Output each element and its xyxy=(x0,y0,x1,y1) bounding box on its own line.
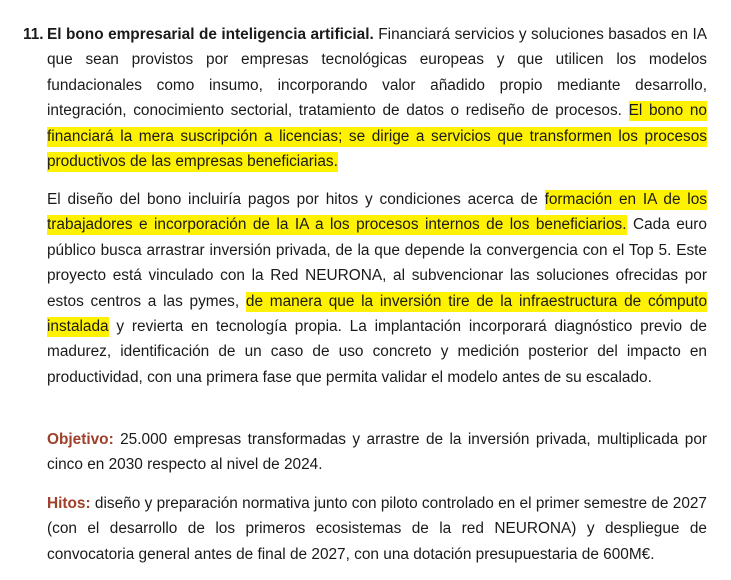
intro-highlighted-text: El bono no financiará la mera suscripción a licencias; se dirige a servicios que transformen los procesos productivos de las empresas beneficiarias. xyxy=(47,102,707,171)
objective-label: Objetivo: xyxy=(47,431,114,448)
milestones-label: Hitos: xyxy=(47,495,91,512)
objective-text: 25.000 empresas transformadas y arrastre de la inversión privada, multiplicada por cinco en 2030 respecto al nivel de 2024. xyxy=(47,431,707,474)
objective-paragraph xyxy=(47,427,707,478)
design-text-2: Cada euro público busca arrastrar inversión privada, de la que depende la convergencia con el Top 5. Este proyecto está vinculado con la Red NEURONA, al subvencionar las soluciones ofrecidas por estos centros a las pymes, xyxy=(47,216,707,310)
design-highlighted-text-2: de manera que la inversión tire de la infraestructura de cómputo instalada xyxy=(47,292,708,336)
milestones-text: diseño y preparación normativa junto con piloto controlado en el primer semestre de 2027 (con el desarrollo de los primeros ecosistemas de la red NEURONA) y despliegue de convocatoria general antes de final de 2027, con una dotación presupuestaria de 600M€. xyxy=(47,495,707,563)
design-text-1: El diseño del bono incluiría pagos por hitos y condiciones acerca de xyxy=(47,191,545,208)
section-number: 11. xyxy=(23,26,44,43)
design-text-3: y revierta en tecnología propia. La implantación incorporará diagnóstico previo de madurez, identificación de un caso de uso concreto y medición posterior del impacto en productividad, con una primera fase que permita validar el modelo antes de su escalado. xyxy=(47,318,707,386)
milestones-paragraph xyxy=(47,491,707,567)
section-intro-paragraph xyxy=(47,22,707,174)
section-title: El bono empresarial de inteligencia artificial. xyxy=(47,26,374,43)
design-paragraph xyxy=(47,187,707,390)
intro-text: Financiará servicios y soluciones basados en IA que sean provistos por empresas tecnológicas europeas y que utilicen los modelos fundacionales como insumo, incorporando valor añadido propio mediante desarrollo, integración, conocimiento sectorial, tratamiento de datos o rediseño de procesos. xyxy=(47,26,708,120)
design-highlighted-text-1: formación en IA de los trabajadores e incorporación de la IA a los procesos internos de los beneficiarios. xyxy=(47,191,707,234)
